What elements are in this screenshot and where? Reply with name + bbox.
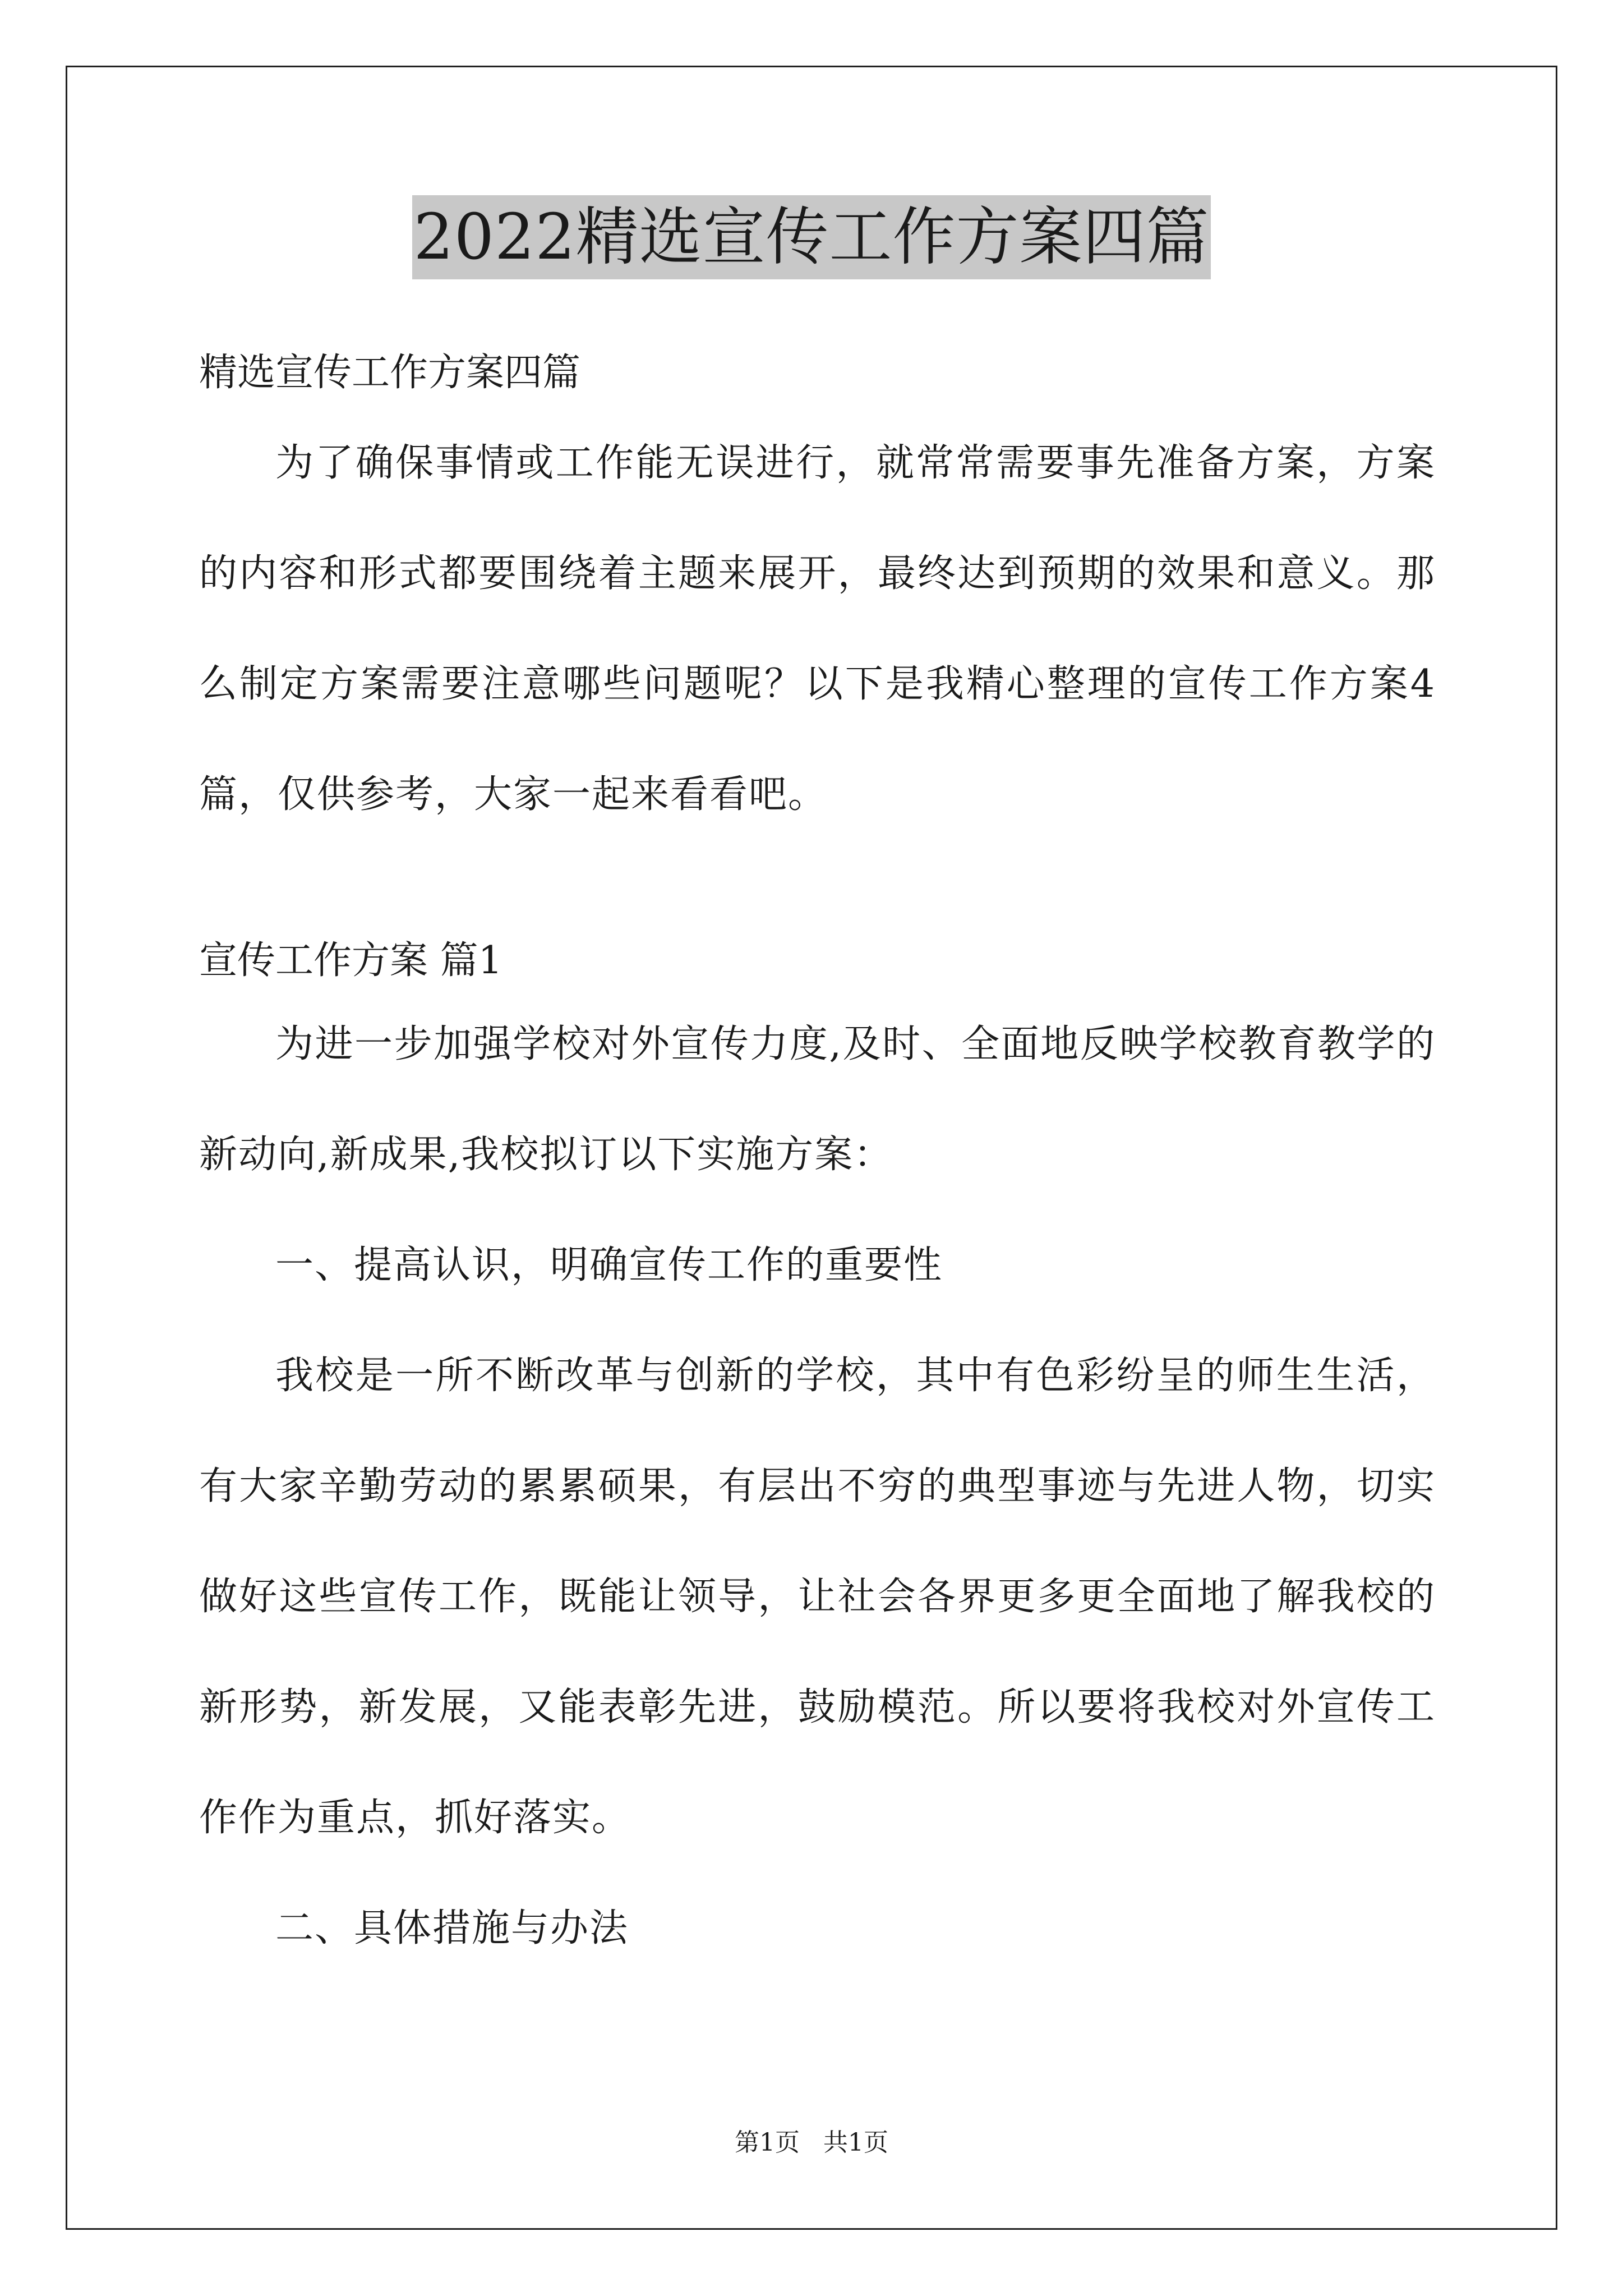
point-heading: 二、具体措施与办法	[275, 1906, 629, 1950]
page-number: 第1页	[735, 2128, 800, 2157]
section-paragraph: 为进一步加强学校对外宣传力度,及时、全面地反映学校教育教学的新动向,新成果,我校拟订以下实施方案：	[199, 1022, 1436, 1177]
point-paragraph: 我校是一所不断改革与创新的学校，其中有色彩纷呈的师生生活，有大家辛勤劳动的累累硕果，有层出不穷的典型事迹与先进人物，切实做好这些宣传工作，既能让领导，让社会各界更多更全面地了解我校的新形势，新发展，又能表彰先进，鼓励模范。所以要将我校对外宣传工作作为重点，抓好落实。	[199, 1354, 1436, 1840]
document-subtitle: 精选宣传工作方案四篇	[199, 351, 581, 395]
intro-paragraph: 为了确保事情或工作能无误进行，就常常需要事先准备方案，方案的内容和形式都要围绕着主题来展开，最终达到预期的效果和意义。那么制定方案需要注意哪些问题呢？以下是我精心整理的宣传工作方案4篇，仅供参考，大家一起来看看吧。	[199, 441, 1436, 817]
point-heading: 一、提高认识，明确宣传工作的重要性	[275, 1243, 943, 1287]
page-footer	[0, 2126, 1623, 2160]
page-total: 共1页	[823, 2128, 888, 2157]
section-heading: 宣传工作方案 篇1	[199, 938, 502, 983]
title-block	[0, 195, 1623, 279]
document-body	[199, 311, 1436, 1984]
document-title: 2022精选宣传工作方案四篇	[412, 195, 1210, 279]
